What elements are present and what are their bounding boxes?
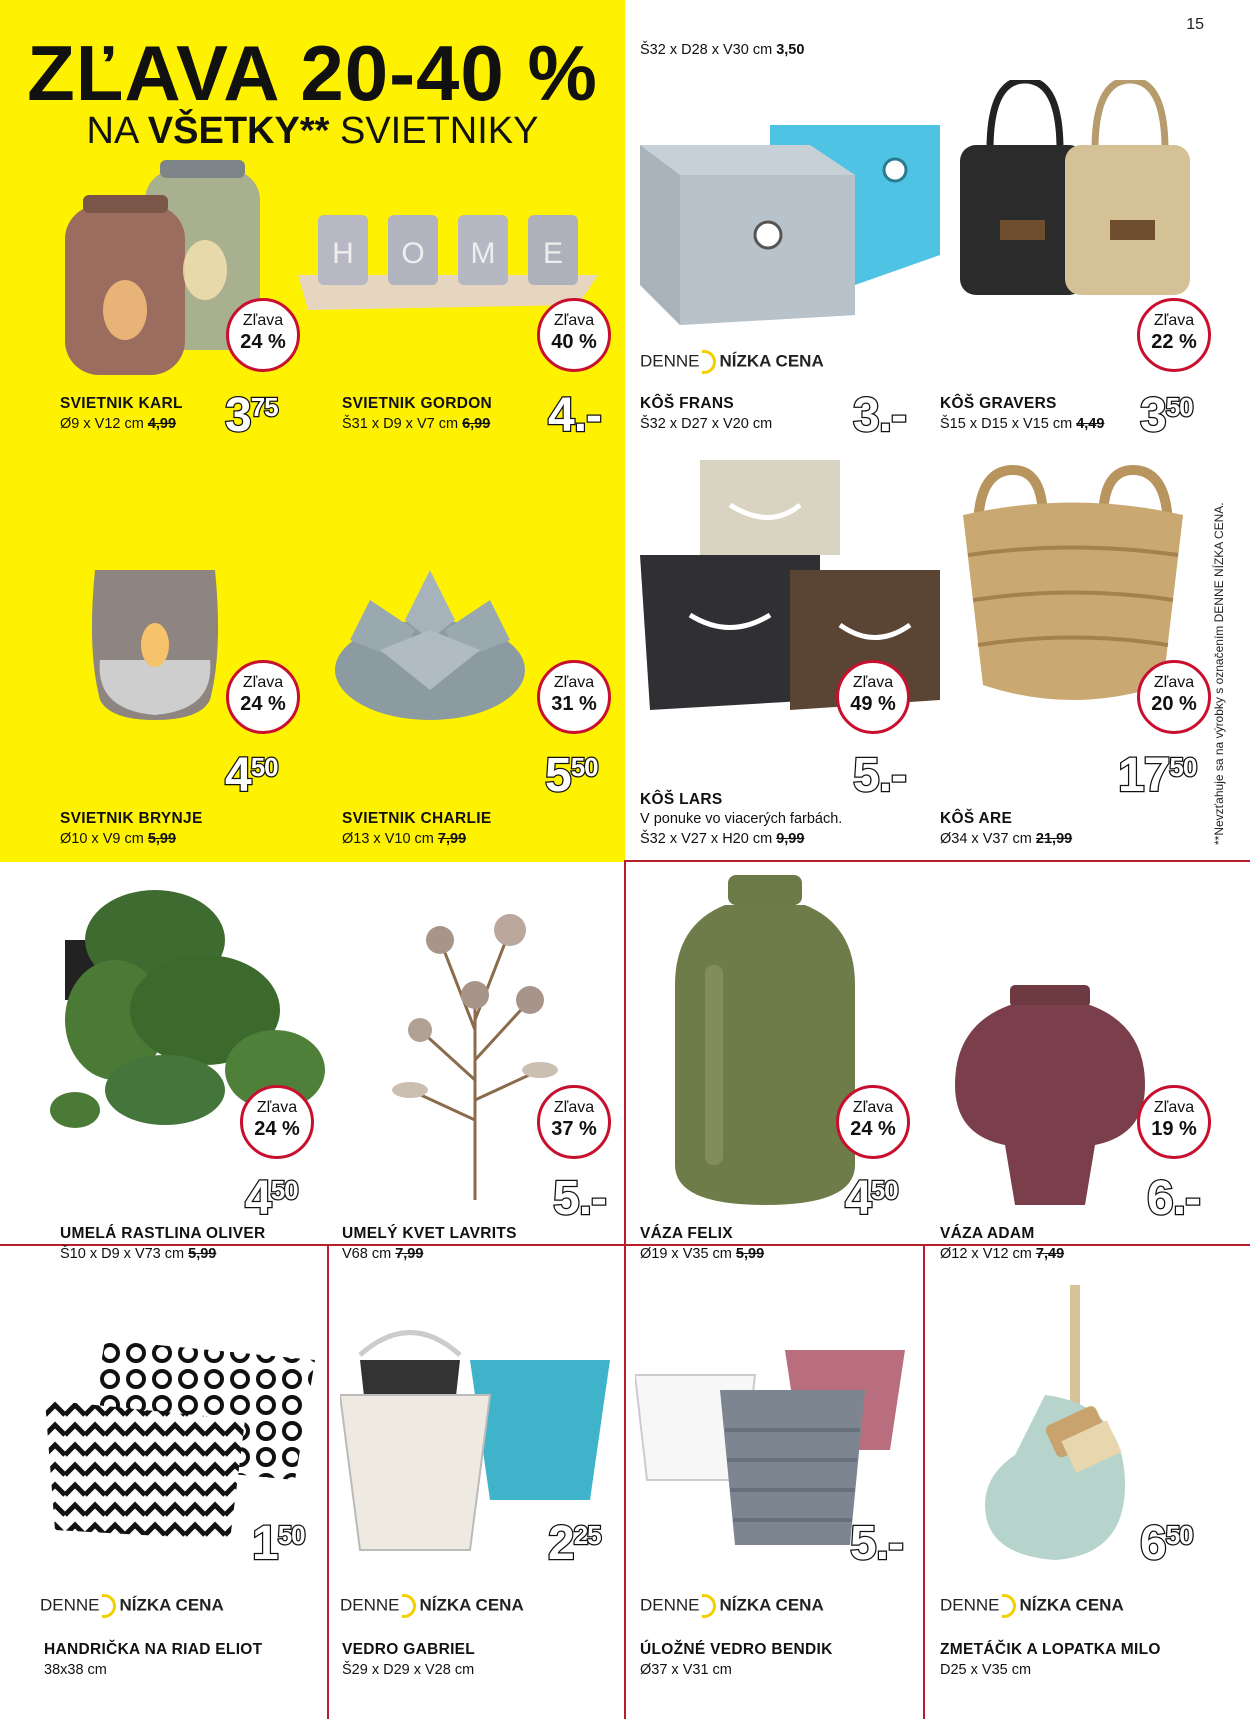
product-dimensions: Š32 x V27 x H20 cm 9,99 xyxy=(640,831,805,847)
price: $1^{50}$ xyxy=(252,1517,305,1570)
divider xyxy=(327,1244,329,1719)
product-dimensions: Š29 x D29 x V28 cm xyxy=(342,1662,475,1678)
everyday-low-price-logo: DENNE NÍZKA CENA xyxy=(640,350,824,374)
product-name: VÁZA ADAM xyxy=(940,1225,1035,1242)
discount-badge: Zľava 20 % xyxy=(1137,660,1211,734)
dustpan-brush-image xyxy=(975,1285,1135,1565)
product-dimensions: Ø34 x V37 cm 21,99 xyxy=(940,831,1073,847)
ceramic-lotus-image xyxy=(330,560,530,720)
discount-badge: Zľava 40 % xyxy=(537,298,611,372)
price: $3^{50}$ xyxy=(1140,389,1193,442)
product-dimensions: Š15 x D15 x V15 cm 4,49 xyxy=(940,416,1105,432)
price: $6^{50}$ xyxy=(1140,1517,1193,1570)
product-name: ZMETÁČIK A LOPATKA MILO xyxy=(940,1641,1161,1658)
product-dimensions: Š32 x D28 x V30 cm 3,50 xyxy=(640,42,805,58)
price: 5.- xyxy=(553,1172,607,1225)
product-dimensions: Š32 x D27 x V20 cm xyxy=(640,416,773,432)
product-name: UMELÁ RASTLINA OLIVER xyxy=(60,1225,266,1242)
everyday-low-price-logo: DENNE NÍZKA CENA xyxy=(640,1594,824,1618)
product-dimensions: Ø37 x V31 cm xyxy=(640,1662,732,1678)
discount-badge: Zľava 22 % xyxy=(1137,298,1211,372)
price: 5.- xyxy=(850,1517,904,1570)
discount-badge: Zľava 24 % xyxy=(240,1085,314,1159)
product-dimensions: D25 x V35 cm xyxy=(940,1662,1032,1678)
price: $2^{25}$ xyxy=(548,1517,601,1570)
svg-text:H: H xyxy=(332,237,354,270)
product-name: SVIETNIK GORDON xyxy=(342,395,493,412)
candle-glass-image xyxy=(85,560,225,720)
promo-subhead: NA VŠETKY** SVIETNIKY xyxy=(86,110,539,152)
price: $4^{50}$ xyxy=(245,1172,298,1225)
product-name: VÁZA FELIX xyxy=(640,1225,733,1242)
discount-badge: Zľava 24 % xyxy=(836,1085,910,1159)
product-name: SVIETNIK CHARLIE xyxy=(342,810,492,827)
price: $4^{50}$ xyxy=(225,749,278,802)
price: 5.- xyxy=(853,749,907,802)
dish-towel-image xyxy=(45,1340,315,1540)
product-note: V ponuke vo viacerých farbách. xyxy=(640,811,843,827)
price: 3.- xyxy=(853,389,907,442)
candle-holder-image xyxy=(298,205,598,315)
everyday-low-price-logo: DENNE NÍZKA CENA xyxy=(40,1594,224,1618)
price: 4.- xyxy=(548,389,602,442)
product-name: VEDRO GABRIEL xyxy=(342,1641,476,1658)
product-name: HANDRIČKA NA RIAD ELIOT xyxy=(44,1641,263,1658)
discount-badge: Zľava 24 % xyxy=(226,298,300,372)
product-name: SVIETNIK KARL xyxy=(60,395,183,412)
product-name: UMELÝ KVET LAVRITS xyxy=(342,1225,517,1242)
price: $4^{50}$ xyxy=(845,1172,898,1225)
page-number: 15 xyxy=(1186,16,1204,33)
product-name: SVIETNIK BRYNJE xyxy=(60,810,203,827)
product-dimensions: Ø12 x V12 cm 7,49 xyxy=(940,1246,1065,1262)
price: 6.- xyxy=(1147,1172,1201,1225)
glass-vase-image xyxy=(670,875,860,1205)
divider xyxy=(625,860,1250,862)
promo-headline: ZĽAVA 20-40 % xyxy=(27,29,598,117)
artificial-flower-image xyxy=(380,880,570,1200)
product-dimensions: Š10 x D9 x V73 cm 5,99 xyxy=(60,1246,217,1262)
everyday-low-price-logo: DENNE NÍZKA CENA xyxy=(940,1594,1124,1618)
product-dimensions: Ø19 x V35 cm 5,99 xyxy=(640,1246,765,1262)
discount-badge: Zľava 49 % xyxy=(836,660,910,734)
product-name: KÔŠ FRANS xyxy=(640,395,734,412)
discount-badge: Zľava 37 % xyxy=(537,1085,611,1159)
price: $3^{75}$ xyxy=(225,389,278,442)
product-dimensions: Ø13 x V10 cm 7,99 xyxy=(342,831,467,847)
product-dimensions: Š31 x D9 x V7 cm 6,99 xyxy=(342,416,491,432)
divider xyxy=(624,860,626,1245)
product-dimensions: 38x38 cm xyxy=(44,1662,107,1678)
discount-badge: Zľava 19 % xyxy=(1137,1085,1211,1159)
divider xyxy=(624,1244,626,1719)
product-dimensions: Ø10 x V9 cm 5,99 xyxy=(60,831,177,847)
storage-box-image xyxy=(640,115,940,330)
ceramic-vase-image xyxy=(955,985,1145,1205)
divider xyxy=(923,1244,925,1719)
price: $17^{50}$ xyxy=(1118,749,1197,802)
product-name: KÔŠ ARE xyxy=(940,810,1013,827)
everyday-low-price-logo: DENNE NÍZKA CENA xyxy=(340,1594,524,1618)
wall-basket-image xyxy=(960,80,1190,300)
product-name: KÔŠ GRAVERS xyxy=(940,395,1057,412)
price: $5^{50}$ xyxy=(545,749,598,802)
discount-badge: Zľava 31 % xyxy=(537,660,611,734)
footnote: **Nevzťahuje sa na výrobky s označením DENNE NÍZKA CENA. xyxy=(1212,502,1226,845)
discount-badge: Zľava 24 % xyxy=(226,660,300,734)
product-dimensions: V68 cm 7,99 xyxy=(342,1246,424,1262)
product-name: KÔŠ LARS xyxy=(640,791,723,808)
svg-text:O: O xyxy=(401,237,425,270)
product-dimensions: Ø9 x V12 cm 4,99 xyxy=(60,416,177,432)
product-name: ÚLOŽNÉ VEDRO BENDIK xyxy=(640,1641,833,1658)
svg-text:E: E xyxy=(542,237,564,270)
svg-text:M: M xyxy=(470,237,496,270)
